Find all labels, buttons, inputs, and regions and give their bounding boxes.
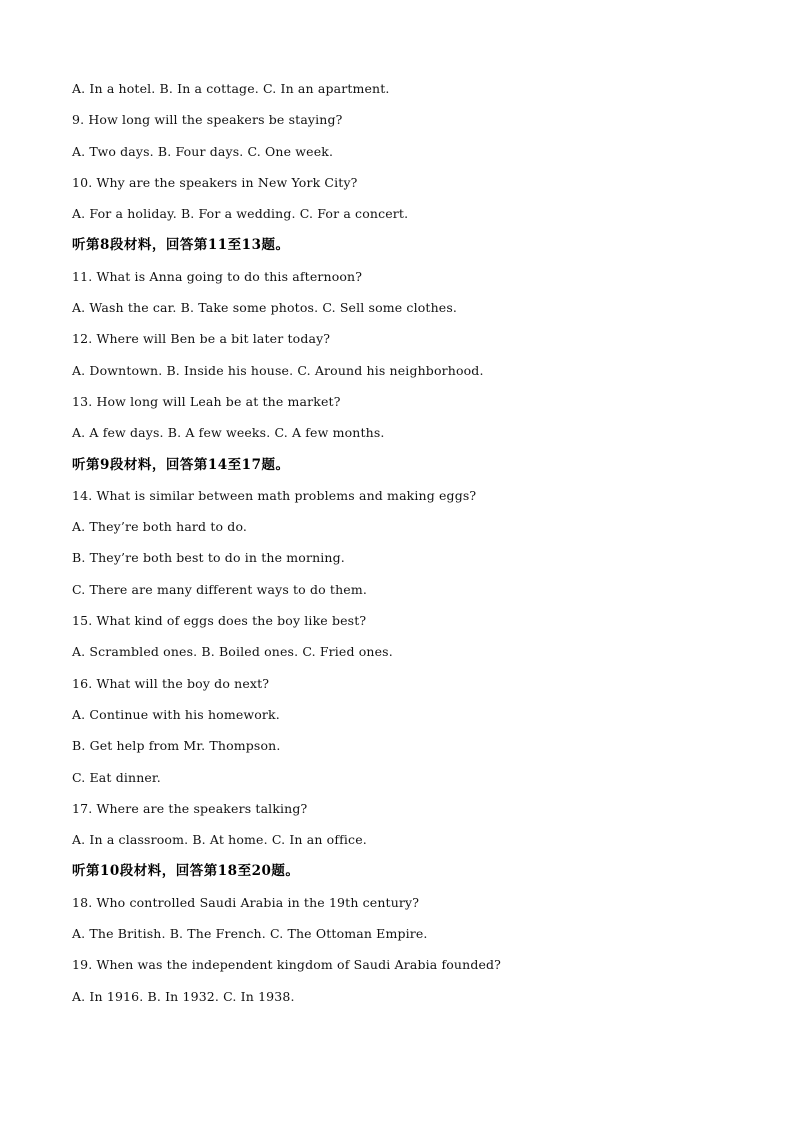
- answer-options: B. Get help from Mr. Thompson.: [72, 738, 281, 754]
- section-heading: 听第10段材料，回答第18至20题。: [72, 863, 300, 880]
- section-heading: 听第9段材料，回答第14至17题。: [72, 456, 290, 473]
- answer-options: C. There are many different ways to do them.: [72, 581, 367, 597]
- answer-options: A. Wash the car. B. Take some photos. C. Sell some clothes.: [72, 300, 458, 316]
- question-text: 14. What is similar between math problems and making eggs?: [72, 487, 477, 503]
- answer-options: B. They’re both best to do in the morning.: [72, 550, 345, 566]
- question-text: 16. What will the boy do next?: [72, 675, 270, 691]
- question-text: 11. What is Anna going to do this afternoon?: [72, 268, 363, 284]
- answer-options: A. In a classroom. B. At home. C. In an office.: [72, 832, 367, 848]
- answer-options: A. Two days. B. Four days. C. One week.: [72, 143, 334, 159]
- question-text: 13. How long will Leah be at the market?: [72, 393, 341, 409]
- answer-options: A. In 1916. B. In 1932. C. In 1938.: [72, 988, 295, 1004]
- answer-options: C. Eat dinner.: [72, 769, 161, 785]
- answer-options: A. For a holiday. B. For a wedding. C. For a concert.: [72, 206, 409, 222]
- answer-options: A. The British. B. The French. C. The Ottoman Empire.: [72, 926, 428, 942]
- answer-options: A. They’re both hard to do.: [72, 519, 248, 535]
- question-text: 18. Who controlled Saudi Arabia in the 19th century?: [72, 894, 420, 910]
- question-text: 19. When was the independent kingdom of Saudi Arabia founded?: [72, 957, 502, 973]
- question-text: 10. Why are the speakers in New York City?: [72, 174, 358, 190]
- section-heading: 听第8段材料，回答第11至13题。: [72, 237, 290, 254]
- question-text: 15. What kind of eggs does the boy like best?: [72, 613, 367, 629]
- question-text: 9. How long will the speakers be staying?: [72, 112, 343, 128]
- answer-options: A. Scrambled ones. B. Boiled ones. C. Fried ones.: [72, 644, 393, 660]
- question-list: [72, 79, 752, 1018]
- question-text: 12. Where will Ben be a bit later today?: [72, 331, 331, 347]
- answer-options: A. Continue with his homework.: [72, 706, 280, 722]
- question-text: 17. Where are the speakers talking?: [72, 800, 308, 816]
- answer-options: A. In a hotel. B. In a cottage. C. In an apartment.: [72, 81, 390, 96]
- answer-options: A. A few days. B. A few weeks. C. A few months.: [72, 425, 385, 441]
- answer-options: A. Downtown. B. Inside his house. C. Around his neighborhood.: [72, 362, 484, 378]
